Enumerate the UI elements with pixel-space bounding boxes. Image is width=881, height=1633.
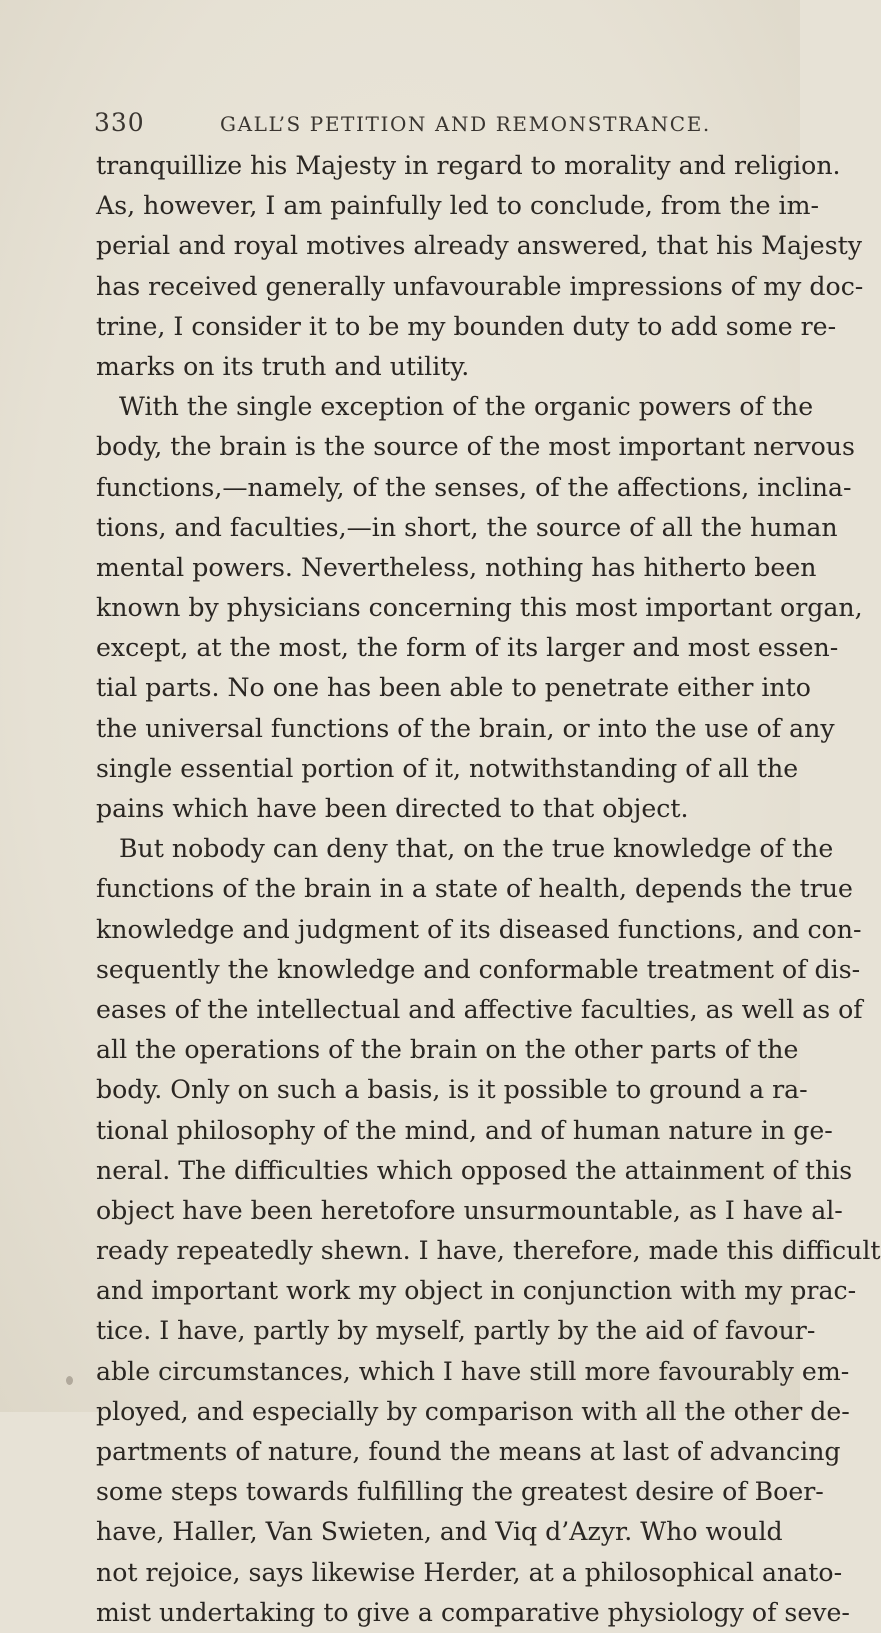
text-line: tranquillize his Majesty in regard to morality and religion. bbox=[96, 151, 841, 180]
text-line: all the operations of the brain on the other parts of the bbox=[96, 1035, 799, 1065]
text-line: perial and royal motives already answered, that his Majesty bbox=[96, 231, 862, 261]
text-line: some steps towards fulfilling the greatest desire of Boer- bbox=[96, 1477, 824, 1507]
text-line: knowledge and judgment of its diseased functions, and con- bbox=[96, 914, 862, 944]
text-line: mist undertaking to give a comparative physiology of seve- bbox=[96, 1597, 850, 1627]
text-line: ployed, and especially by comparison with all the other de- bbox=[96, 1396, 850, 1426]
text-line: partments of nature, found the means at last of advancing bbox=[96, 1437, 841, 1466]
text-line: functions of the brain in a state of health, depends the true bbox=[96, 874, 853, 904]
text-line: have, Haller, Van Swieten, and Viq d’Azyr. Who would bbox=[96, 1517, 783, 1547]
text-line: sequently the knowledge and conformable treatment of dis- bbox=[96, 954, 861, 984]
paragraph-start-line: But nobody can deny that, on the true knowledge of the bbox=[119, 834, 834, 864]
running-title: GALL’S PETITION AND REMONSTRANCE. bbox=[220, 112, 711, 136]
paragraph-start-line: With the single exception of the organic powers of the bbox=[119, 392, 814, 422]
body-text bbox=[96, 146, 881, 1633]
page-number: 330 bbox=[94, 108, 145, 137]
text-line: single essential portion of it, notwithstanding of all the bbox=[96, 753, 799, 783]
text-line: able circumstances, which I have still more favourably em- bbox=[96, 1356, 850, 1386]
text-line: trine, I consider it to be my bounden duty to add some re- bbox=[96, 311, 837, 341]
text-line: pains which have been directed to that object. bbox=[96, 794, 689, 823]
text-line: eases of the intellectual and affective faculties, as well as of bbox=[96, 994, 863, 1024]
text-line: object have been heretofore unsurmountable, as I have al- bbox=[96, 1195, 843, 1225]
text-line: mental powers. Nevertheless, nothing has hitherto been bbox=[96, 552, 817, 582]
text-line: As, however, I am painfully led to conclude, from the im- bbox=[96, 191, 819, 221]
text-line: marks on its truth and utility. bbox=[96, 351, 470, 381]
text-line: functions,—namely, of the senses, of the affections, inclina- bbox=[96, 472, 852, 502]
text-line: not rejoice, says likewise Herder, at a philosophical anato- bbox=[96, 1557, 843, 1587]
text-line: tions, and faculties,—in short, the source of all the human bbox=[96, 512, 838, 542]
running-head bbox=[94, 108, 774, 142]
text-line: known by physicians concerning this most important organ, bbox=[96, 593, 863, 623]
text-line: tice. I have, partly by myself, partly by the aid of favour- bbox=[96, 1316, 816, 1346]
paper-spot bbox=[66, 1376, 73, 1385]
text-line: neral. The difficulties which opposed the attainment of this bbox=[96, 1155, 853, 1185]
text-line: body, the brain is the source of the most important nervous bbox=[96, 432, 855, 462]
text-line: the universal functions of the brain, or into the use of any bbox=[96, 713, 835, 743]
text-line: has received generally unfavourable impressions of my doc- bbox=[96, 271, 864, 301]
text-line: and important work my object in conjunction with my prac- bbox=[96, 1276, 857, 1306]
text-line: tial parts. No one has been able to penetrate either into bbox=[96, 673, 811, 703]
text-line: body. Only on such a basis, is it possible to ground a ra- bbox=[96, 1075, 808, 1105]
text-line: tional philosophy of the mind, and of human nature in ge- bbox=[96, 1115, 833, 1145]
text-line: ready repeatedly shewn. I have, therefore, made this difficult bbox=[96, 1236, 881, 1266]
text-line: except, at the most, the form of its larger and most essen- bbox=[96, 633, 839, 663]
